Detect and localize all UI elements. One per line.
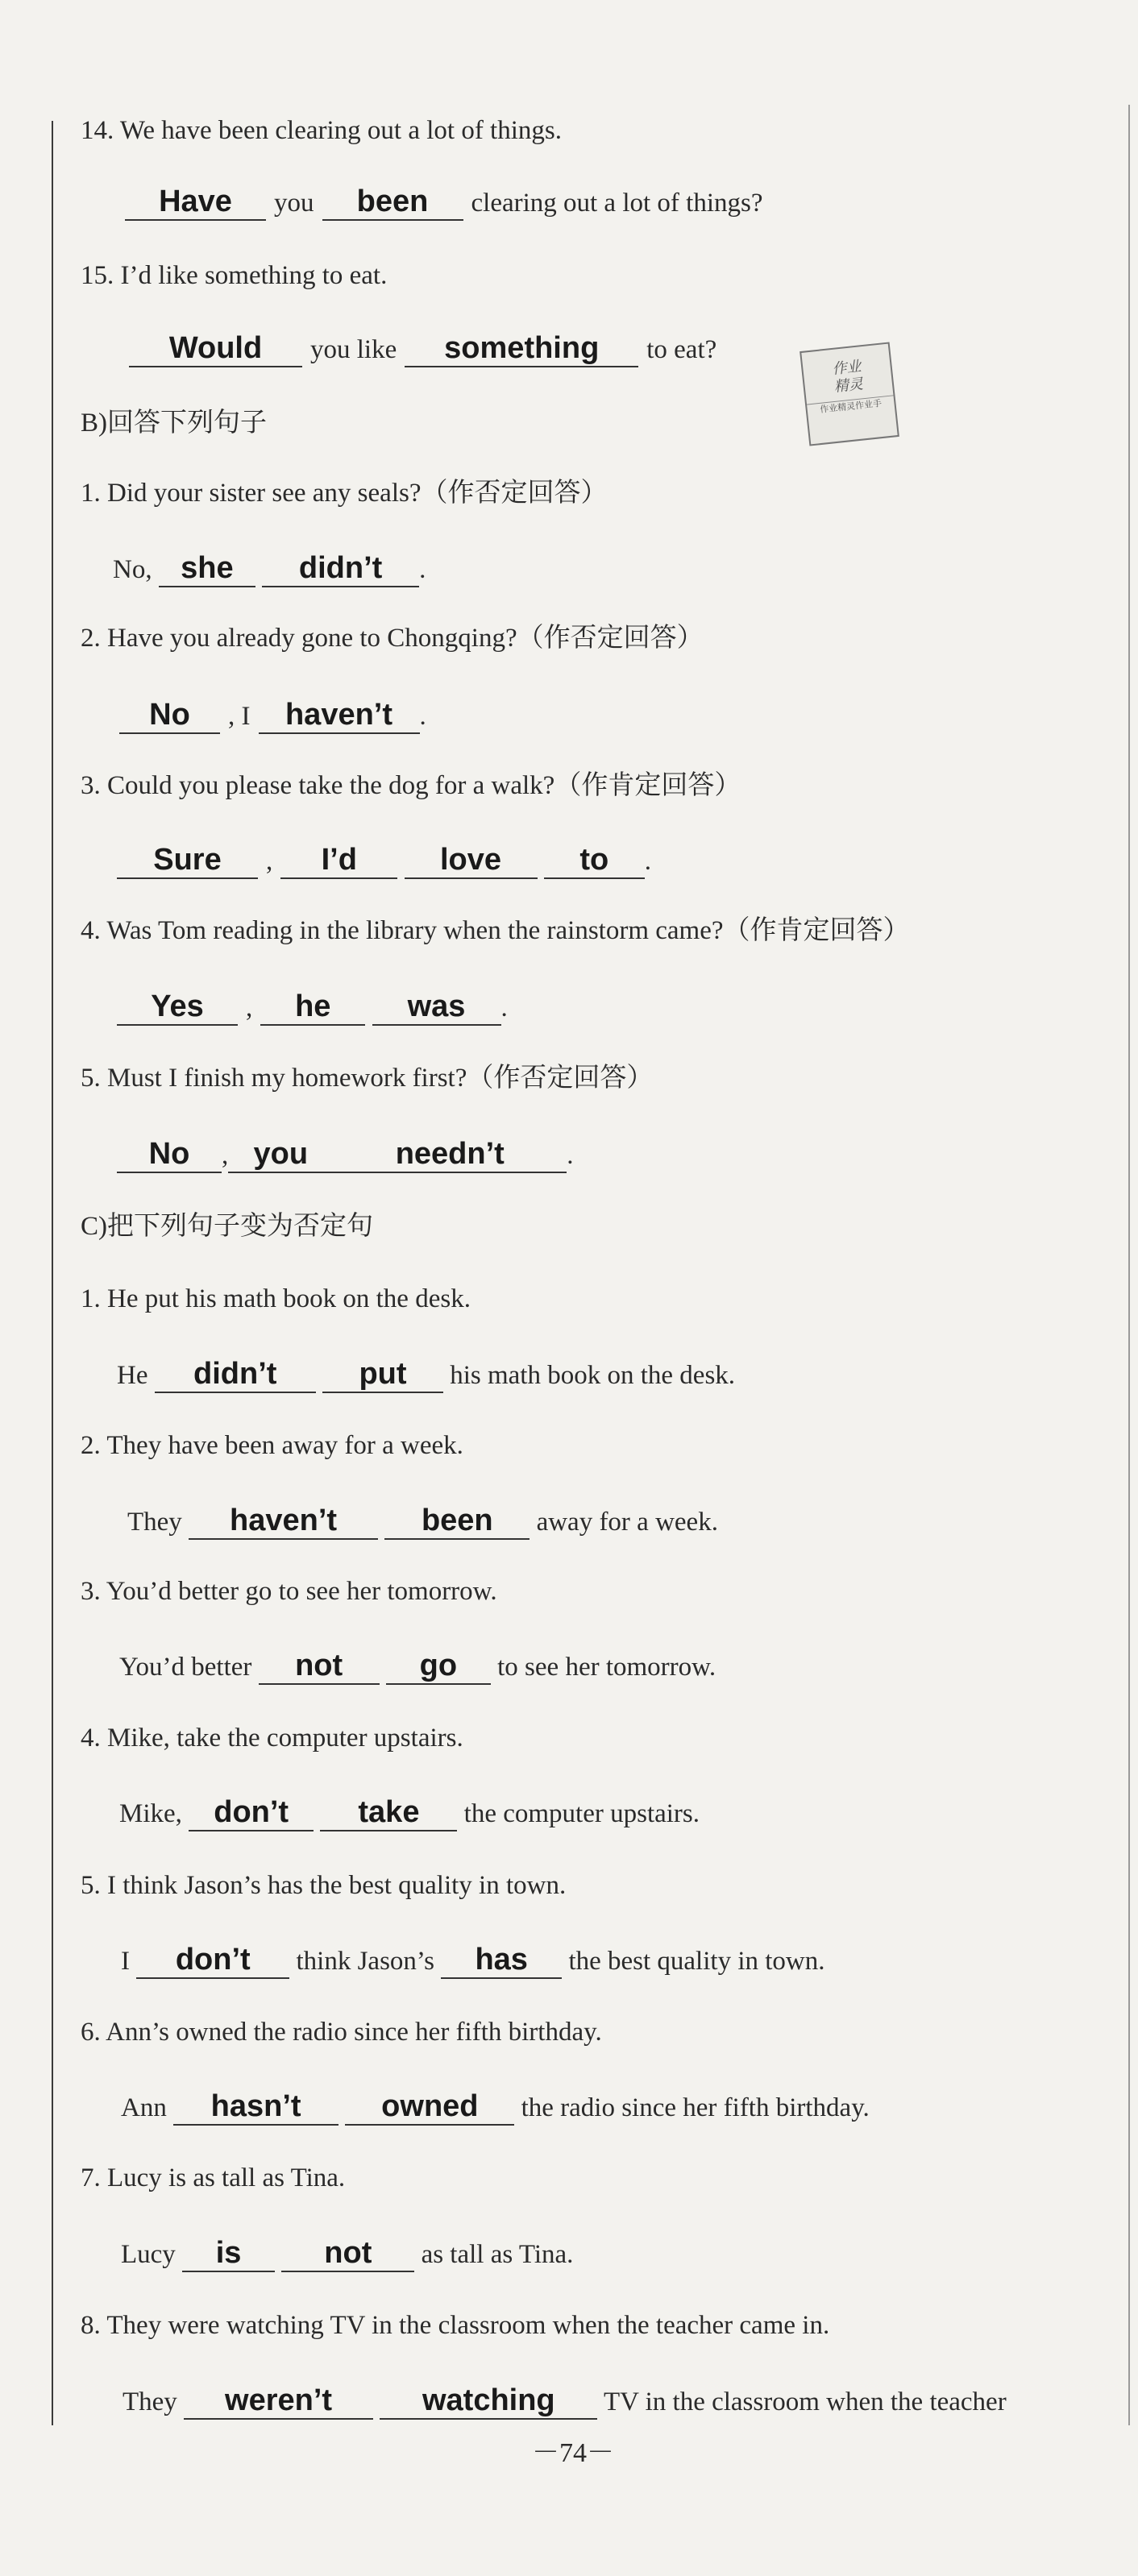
answer-text: TV in the classroom when the teacher [603, 2387, 1007, 2416]
answer-blank: hasn’t [173, 2089, 338, 2126]
answer-text: the radio since her fifth birthday. [521, 2093, 870, 2122]
c-question-5-answer [121, 1942, 824, 1979]
answer-blank: owned [345, 2089, 514, 2126]
answer-blank: didn’t [262, 550, 419, 587]
answer-text: They [123, 2387, 177, 2416]
b-question-5-answer [117, 1136, 574, 1173]
answer-blank: you [228, 1136, 333, 1173]
b-question-4-prompt: 4. Was Tom reading in the library when the rainstorm came?（作肯定回答） [81, 916, 910, 945]
c-question-5-prompt: 5. I think Jason’s has the best quality in town. [81, 1871, 567, 1900]
section-c-heading: C)把下列句子变为否定句 [81, 1212, 373, 1241]
answer-text: , [222, 1141, 229, 1170]
answer-text: Lucy [121, 2240, 176, 2269]
b-question-2-answer [119, 697, 426, 734]
answer-blank: I’d [280, 842, 397, 879]
answer-blank: Have [125, 184, 266, 221]
answer-text: . [419, 702, 426, 731]
answer-blank: has [441, 1942, 562, 1979]
answer-text: , [266, 847, 273, 876]
answer-blank: something [405, 330, 638, 367]
answer-blank: haven’t [259, 697, 420, 734]
answer-text: think Jason’s [296, 1947, 434, 1976]
answer-blank: don’t [189, 1794, 314, 1831]
answer-blank: Sure [117, 842, 258, 879]
c-question-8-answer [123, 2383, 1007, 2420]
question-14-prompt: 14. We have been clearing out a lot of things. [81, 116, 562, 145]
c-question-7-answer [121, 2235, 573, 2272]
right-margin-rule [1128, 105, 1130, 2425]
answer-text: They [127, 1508, 182, 1537]
answer-blank: watching [380, 2383, 597, 2420]
answer-blank: No [119, 697, 220, 734]
c-question-6-answer [121, 2089, 870, 2126]
b-question-1-answer [113, 550, 426, 587]
answer-blank: she [159, 550, 255, 587]
answer-text: , I [228, 702, 251, 731]
c-question-2-answer [127, 1503, 718, 1540]
answer-text: I [121, 1947, 130, 1976]
answer-text: . [644, 847, 651, 876]
answer-blank: Yes [117, 989, 238, 1026]
answer-text: his math book on the desk. [450, 1361, 736, 1390]
answer-blank: been [384, 1503, 530, 1540]
answer-blank: weren’t [184, 2383, 373, 2420]
answer-text: . [419, 555, 426, 584]
answer-text: the computer upstairs. [463, 1799, 700, 1828]
answer-blank: Would [129, 330, 302, 367]
answer-text: Mike, [119, 1799, 182, 1828]
b-question-3-answer [117, 842, 651, 879]
c-question-1-prompt: 1. He put his math book on the desk. [81, 1284, 471, 1313]
watermark-stamp: 作业 精灵 作业精灵作业手 [800, 342, 899, 446]
answer-text: the best quality in town. [568, 1947, 825, 1976]
answer-blank: didn’t [155, 1356, 316, 1393]
answer-text: You’d better [119, 1653, 252, 1682]
page-number: －74－ [532, 2438, 614, 2468]
b-question-1-prompt: 1. Did your sister see any seals?（作否定回答） [81, 479, 608, 508]
answer-text: as tall as Tina. [421, 2240, 574, 2269]
answer-text: He [117, 1361, 148, 1390]
answer-blank: put [322, 1356, 443, 1393]
answer-blank: is [182, 2235, 275, 2272]
b-question-2-prompt: 2. Have you already gone to Chongqing?（作否定回答） [81, 624, 704, 653]
b-question-3-prompt: 3. Could you please take the dog for a walk?（作肯定回答） [81, 771, 741, 800]
answer-text: No, [113, 555, 152, 584]
answer-text: Ann [121, 2093, 167, 2122]
answer-text: , [246, 993, 253, 1023]
answer-text: to eat? [646, 335, 717, 364]
answer-blank: love [405, 842, 538, 879]
answer-blank: go [386, 1648, 491, 1685]
answer-text: you [274, 189, 314, 218]
answer-blank: not [259, 1648, 380, 1685]
question-15-answer [129, 330, 725, 367]
c-question-4-answer [119, 1794, 700, 1831]
c-question-8-prompt: 8. They were watching TV in the classroom when the teacher came in. [81, 2311, 830, 2340]
answer-text: to see her tomorrow. [497, 1653, 716, 1682]
answer-text: away for a week. [536, 1508, 718, 1537]
question-14-answer [125, 184, 771, 221]
answer-blank: needn’t [333, 1136, 567, 1173]
answer-text: . [567, 1141, 574, 1170]
section-b-heading: B)回答下列句子 [81, 409, 267, 438]
answer-blank: was [372, 989, 501, 1026]
answer-blank: not [281, 2235, 414, 2272]
answer-blank: don’t [136, 1942, 289, 1979]
c-question-7-prompt: 7. Lucy is as tall as Tina. [81, 2163, 346, 2192]
c-question-3-answer [119, 1648, 716, 1685]
c-question-3-prompt: 3. You’d better go to see her tomorrow. [81, 1577, 497, 1606]
c-question-4-prompt: 4. Mike, take the computer upstairs. [81, 1724, 463, 1753]
answer-blank: he [260, 989, 365, 1026]
answer-blank: haven’t [189, 1503, 378, 1540]
b-question-4-answer [117, 989, 508, 1026]
answer-blank: been [322, 184, 463, 221]
c-question-6-prompt: 6. Ann’s owned the radio since her fifth birthday. [81, 2018, 602, 2047]
answer-text: . [500, 993, 508, 1023]
b-question-5-prompt: 5. Must I finish my homework first?（作否定回答） [81, 1064, 654, 1093]
answer-blank: to [544, 842, 645, 879]
answer-blank: No [117, 1136, 222, 1173]
c-question-1-answer [117, 1356, 735, 1393]
c-question-2-prompt: 2. They have been away for a week. [81, 1431, 463, 1460]
answer-text: clearing out a lot of things? [471, 189, 763, 218]
left-margin-rule [52, 121, 53, 2425]
answer-blank: take [320, 1794, 457, 1831]
question-15-prompt: 15. I’d like something to eat. [81, 261, 388, 290]
answer-text: you like [310, 335, 397, 364]
